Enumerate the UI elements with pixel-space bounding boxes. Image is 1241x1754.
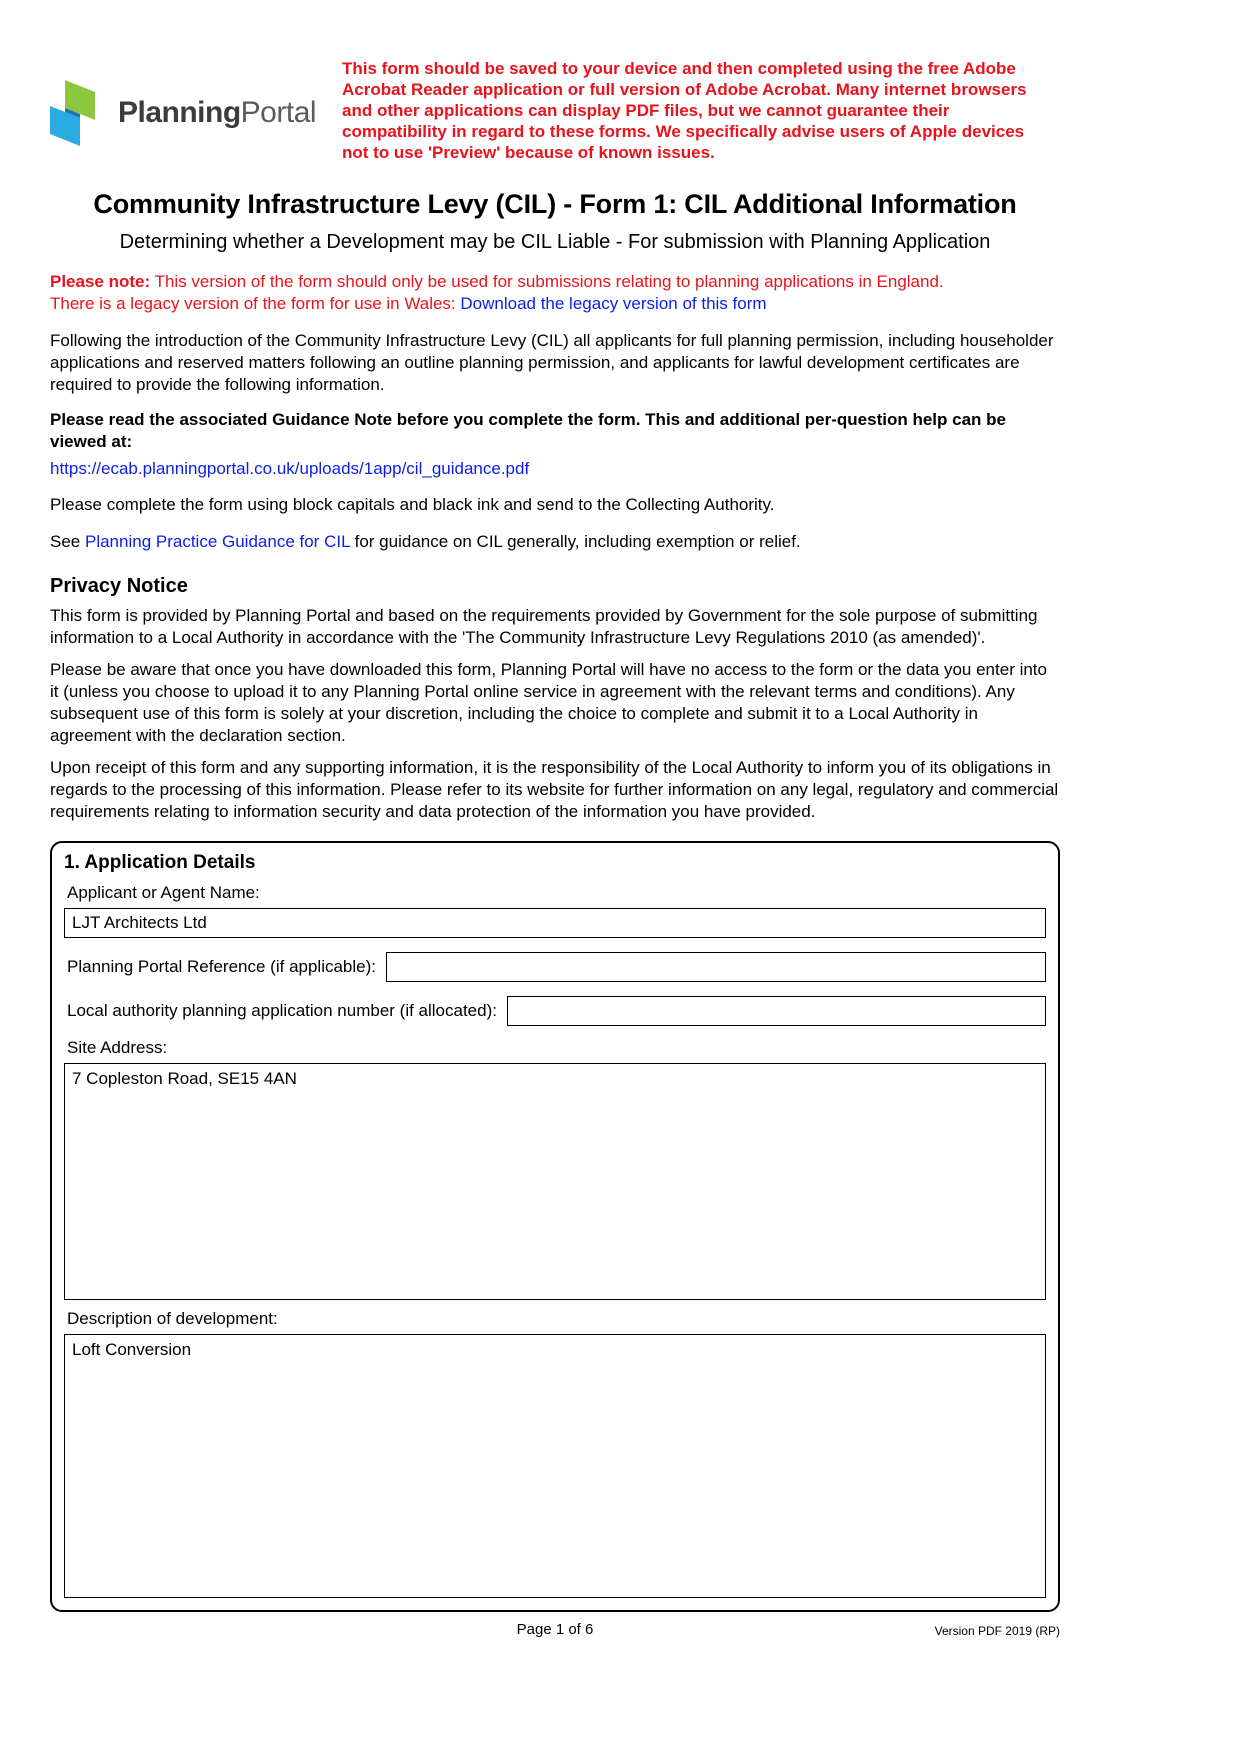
privacy-paragraph-1: This form is provided by Planning Portal and based on the requirements provided by Government for the sole purpose of submitting information to a Local Authority in accordance with the 'The Community Infrastructure Levy Regulations 2010 (as amended)'.	[50, 605, 1038, 647]
planning-portal-logo-icon	[50, 80, 110, 146]
form-title: Community Infrastructure Levy (CIL) - Form 1: CIL Additional Information	[93, 189, 1017, 220]
note-wales-text: There is a legacy version of the form for use in Wales:	[50, 294, 461, 314]
planning-practice-guidance-link[interactable]: Planning Practice Guidance for CIL	[84, 532, 350, 552]
adobe-acrobat-warning: This form should be saved to your device and then completed using the free Adobe Acrobat Reader application or full version of Adobe Acrobat. Many internet browsers and other applications can display PDF files, but we cannot guarantee their compatibility in regard to these forms. We specifically advise users of Apple devices not to use 'Preview' because of known issues.	[342, 59, 1027, 163]
england-version-note	[50, 271, 1060, 315]
portal-reference-input[interactable]	[386, 952, 1046, 982]
guidance-link-line	[50, 459, 1060, 479]
applicant-name-input[interactable]	[64, 908, 1046, 938]
page-number: Page 1 of 6	[516, 1621, 594, 1639]
see-prefix: See	[50, 532, 85, 552]
site-address-label: Site Address:	[67, 1038, 168, 1058]
application-details-section	[50, 841, 1060, 1612]
see-guidance-line	[50, 531, 1060, 553]
privacy-paragraph-2: Please be aware that once you have downloaded this form, Planning Portal will have no access to the form or the data you enter into it (unless you choose to upload it to any Planning Portal online service in agreement with the relevant terms and conditions). Any subsequent use of this form is solely at your discretion, including the choice to complete and submit it to a Local Authority in agreement with the declaration section.	[50, 659, 1047, 746]
applicant-name-label: Applicant or Agent Name:	[67, 883, 260, 903]
lpa-number-label: Local authority planning application number (if allocated):	[67, 1001, 497, 1021]
description-label: Description of development:	[67, 1309, 278, 1329]
note-label: Please note:	[50, 272, 151, 292]
privacy-paragraph-3: Upon receipt of this form and any supporting information, it is the responsibility of the Local Authority to inform you of its obligations in regards to the processing of this information. Please refer to its website for further information on any legal, regulatory and commercial requirements relating to information security and data protection of the information you have provided.	[50, 758, 1059, 822]
see-suffix: for guidance on CIL generally, including exemption or relief.	[349, 532, 801, 552]
site-address-textarea[interactable]	[64, 1063, 1046, 1300]
block-capitals-text: Please complete the form using block capitals and black ink and send to the Collecting Authority.	[50, 495, 775, 515]
note-text: This version of the form should only be used for submissions relating to planning applications in England.	[150, 272, 944, 292]
description-textarea[interactable]	[64, 1334, 1046, 1598]
lpa-number-row	[64, 996, 1046, 1026]
planning-portal-logo	[50, 58, 340, 146]
portal-reference-row	[64, 952, 1046, 982]
version-label: Version PDF 2019 (RP)	[934, 1624, 1060, 1639]
intro-paragraph: Following the introduction of the Community Infrastructure Levy (CIL) all applicants for full planning permission, including householder applications and reserved matters following an outline planning permission, and applicants for lawful development certificates are required to provide the following information.	[50, 330, 1054, 395]
logo-wordmark	[118, 96, 316, 130]
page-content	[50, 0, 1060, 1641]
section-heading: 1. Application Details	[64, 852, 256, 874]
logo-word-portal: Portal	[240, 96, 317, 129]
lpa-number-input[interactable]	[507, 996, 1046, 1026]
portal-reference-label: Planning Portal Reference (if applicable):	[67, 957, 377, 977]
form-subtitle: Determining whether a Development may be CIL Liable - For submission with Planning Application	[119, 231, 991, 254]
page-footer	[50, 1621, 1060, 1641]
header	[50, 58, 1060, 163]
legacy-version-link[interactable]: Download the legacy version of this form	[460, 294, 767, 314]
logo-word-planning: Planning	[118, 96, 241, 129]
guidance-pdf-link[interactable]: https://ecab.planningportal.co.uk/uploads/1app/cil_guidance.pdf	[50, 459, 530, 479]
guidance-note-text: Please read the associated Guidance Note before you complete the form. This and additional per-question help can be viewed at:	[50, 410, 1006, 452]
privacy-notice-heading: Privacy Notice	[50, 574, 188, 597]
